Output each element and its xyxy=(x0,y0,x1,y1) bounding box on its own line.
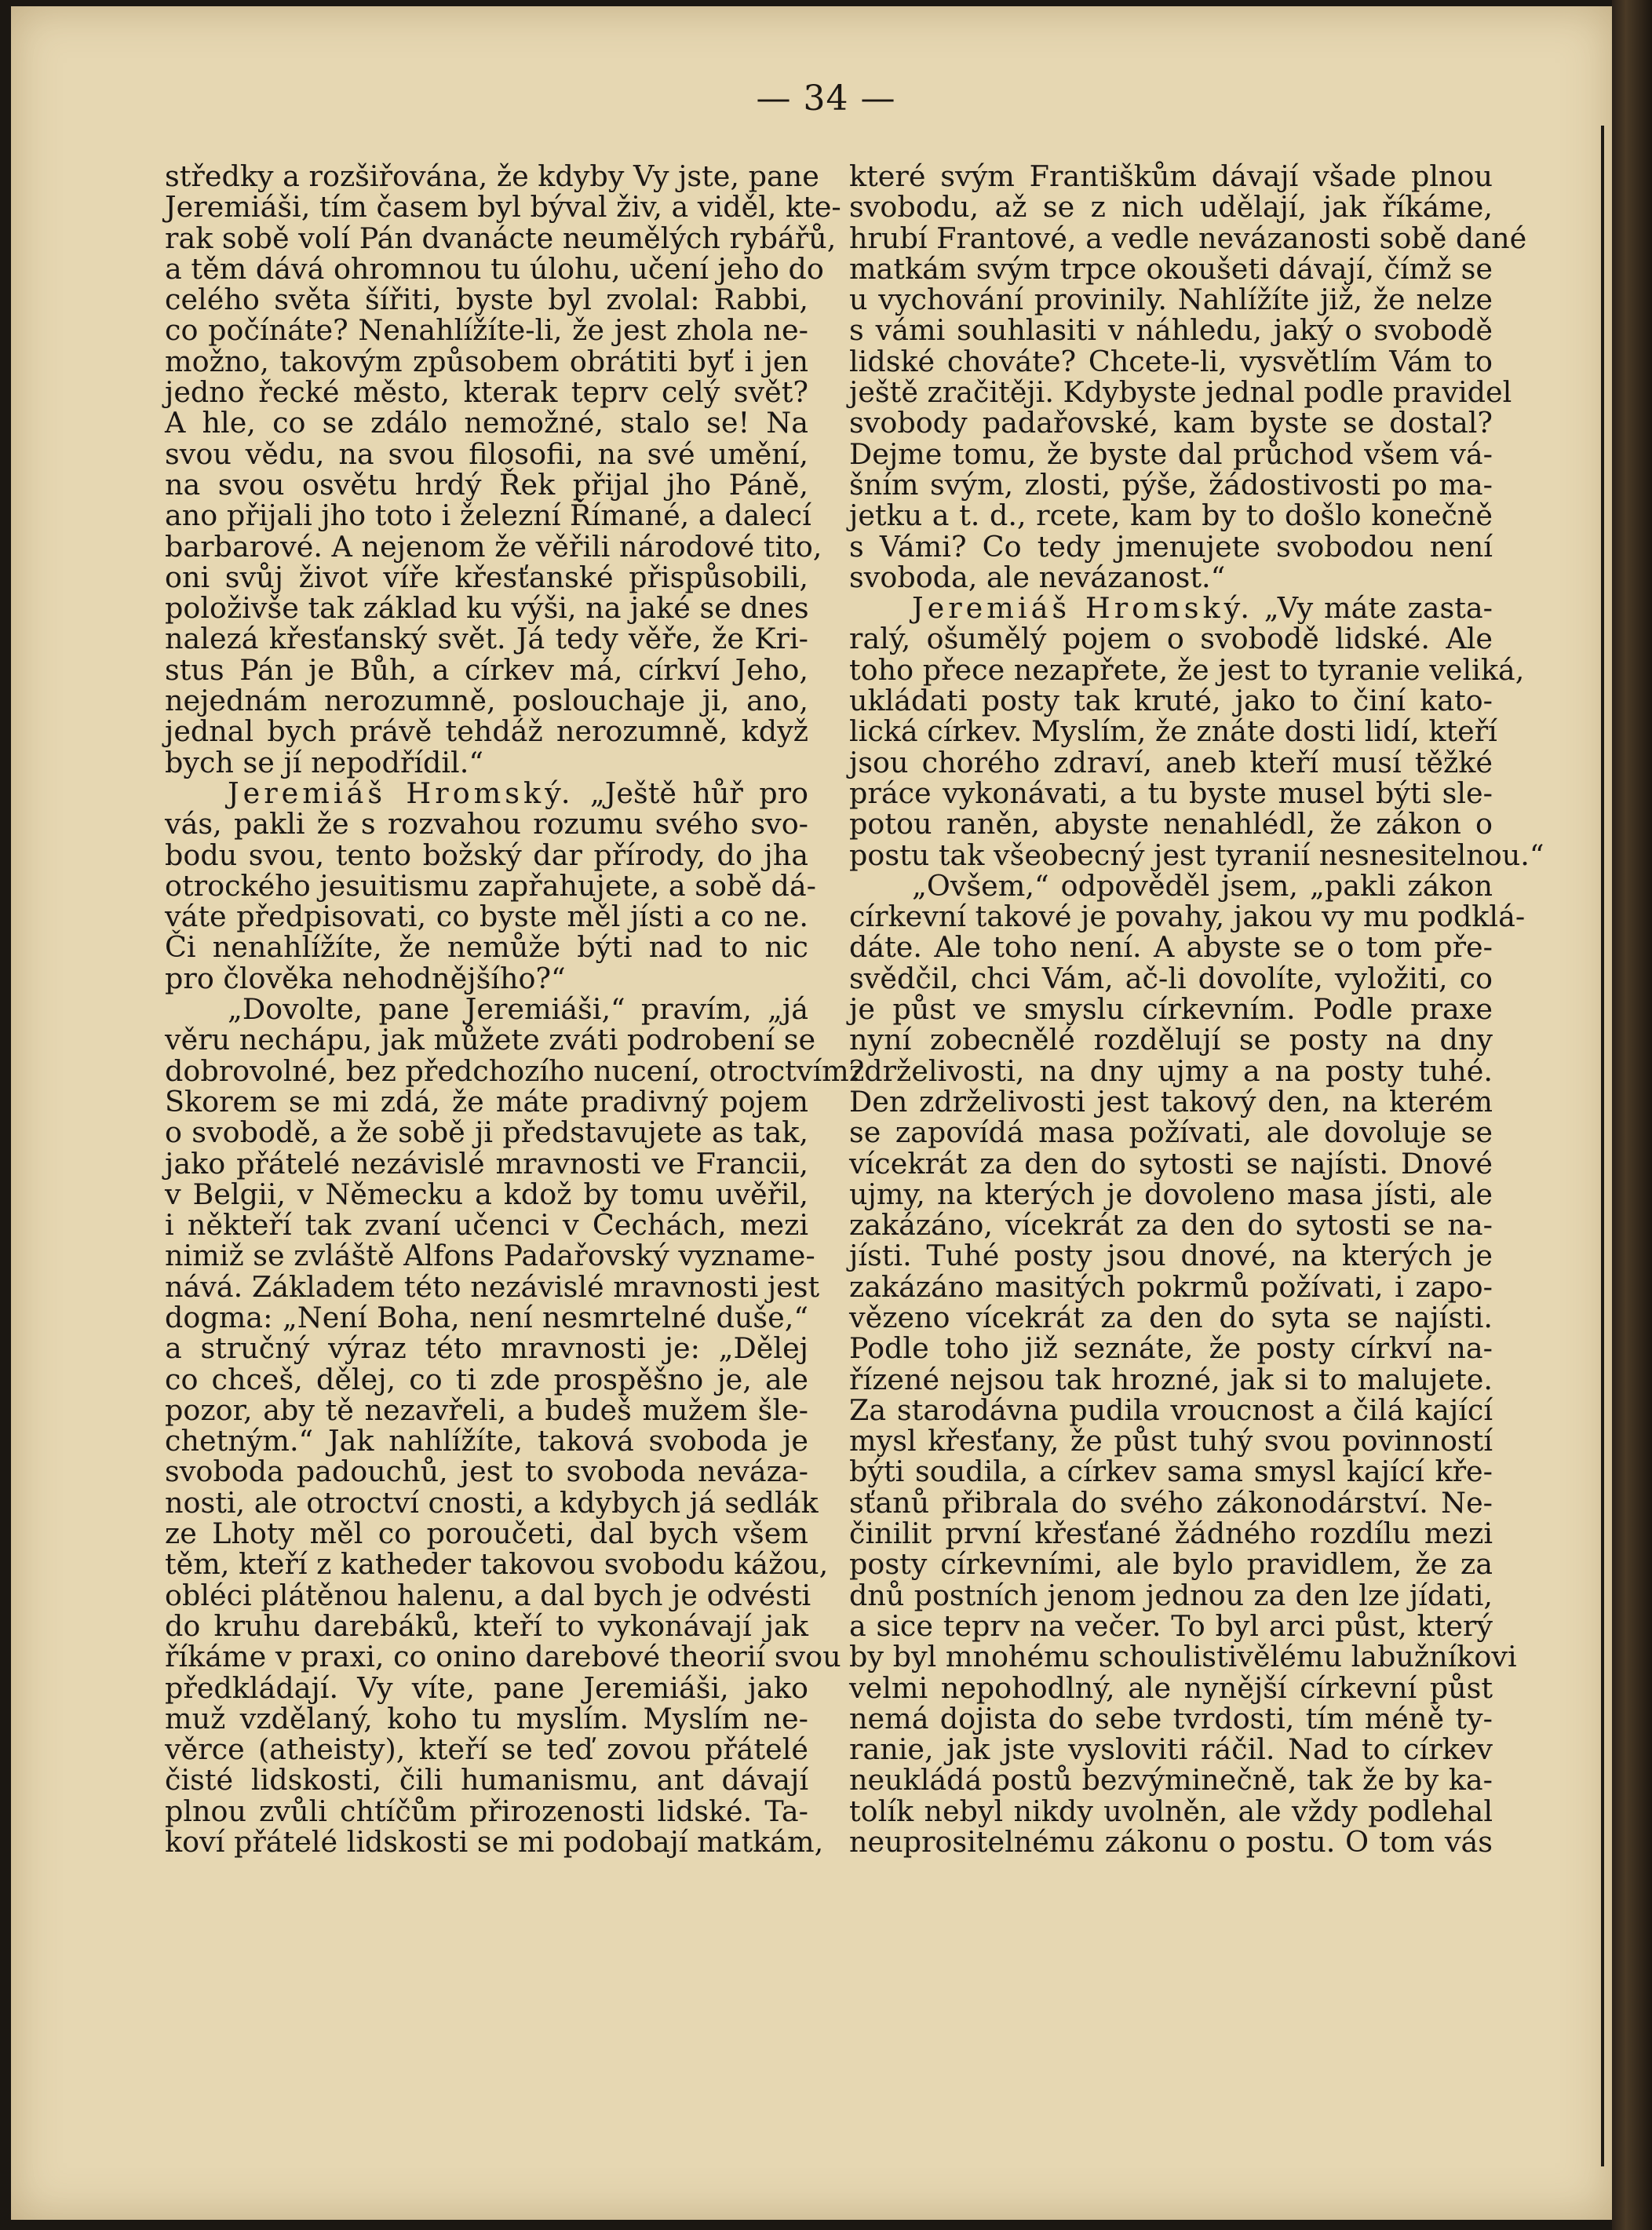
text-line: Skorem se mi zdá, že máte pradivný pojem xyxy=(165,1084,808,1119)
text-line: zakázáno, vícekrát za den do sytosti se na- xyxy=(849,1208,1493,1243)
text-line: dáte. Ale toho není. A abyste se o tom pře- xyxy=(849,930,1493,965)
text-line: posty církevními, ale bylo pravidlem, že za xyxy=(849,1547,1493,1582)
text-line: bych se jí nepodřídil.“ xyxy=(165,745,483,779)
text-line: ralý, ošumělý pojem o svobodě lidské. Ale xyxy=(849,622,1493,656)
text-line: vícekrát za den do sytosti se najísti. Dnové xyxy=(849,1146,1493,1181)
text-line: vás, pakli že s rozvahou rozumu svého svo- xyxy=(165,807,808,841)
text-line: by byl mnohému schoulistivělému labužníkovi xyxy=(849,1640,1517,1674)
text-line: položivše tak základ ku výši, na jaké se dnes xyxy=(165,591,809,626)
text-line: potou raněn, abyste nenahlédl, že zákon o xyxy=(849,807,1493,841)
text-line: dobrovolné, bez předchozího nucení, otroctvím? xyxy=(165,1053,865,1088)
text-line: činilit první křesťané žádného rozdílu mezi xyxy=(849,1516,1493,1551)
text-line: hrubí Frantové, a vedle nevázanosti sobě dané xyxy=(849,221,1527,255)
text-line: v Belgii, v Německu a kdož by tomu uvěřil, xyxy=(165,1177,808,1211)
text-line: a stručný výraz této mravnosti je: „Dělej xyxy=(165,1331,808,1366)
text-line: co počínáte? Nenahlížíte-li, že jest zhola ne- xyxy=(165,313,808,348)
text-line: sťanů přibrala do svého zákonodárství. Ne- xyxy=(849,1485,1493,1520)
text-line: čisté lidskosti, čili humanismu, ant dávají xyxy=(165,1763,808,1798)
text-line: svědčil, chci Vám, ač-li dovolíte, vyložiti, co xyxy=(849,961,1493,995)
text-line: plnou zvůli chtíčům přirozenosti lidské. Ta- xyxy=(165,1794,808,1828)
text-column-left xyxy=(165,159,865,1860)
text-line: a těm dává ohromnou tu úlohu, učení jeho do xyxy=(165,251,824,286)
text-line: předkládají. Vy víte, pane Jeremiáši, jako xyxy=(165,1670,808,1705)
text-line: ujmy, na kterých je dovoleno masa jísti, ale xyxy=(849,1177,1493,1211)
text-line: věru nechápu, jak můžete zváti podrobení se xyxy=(165,1023,816,1057)
text-line: lidské chováte? Chcete-li, vysvětlím Vám to xyxy=(849,344,1493,378)
text-line: ještě zračitěji. Kdybyste jednal podle pravidel xyxy=(849,375,1512,410)
text-line: jedno řecké město, kterak teprv celý svět? xyxy=(165,375,808,410)
text-line: svoboda, ale nevázanost.“ xyxy=(849,560,1226,594)
text-line: řízené nejsou tak hrozné, jak si to malujete. xyxy=(849,1362,1493,1396)
text-line: pro člověka nehodnějšího?“ xyxy=(165,961,566,995)
text-line: neuprositelnému zákonu o postu. O tom vás xyxy=(849,1825,1493,1860)
text-line: svou vědu, na svou filosofii, na své umění, xyxy=(165,436,808,471)
text-line: Podle toho již seznáte, že posty církví na- xyxy=(849,1331,1493,1366)
speaker-name: Jeremiáš Hromský. xyxy=(228,776,574,810)
text-line: Dejme tomu, že byste dal průchod všem vá- xyxy=(849,436,1493,471)
text-line: koví přátelé lidskosti se mi podobají matkám, xyxy=(165,1825,824,1860)
text-line: těm, kteří z katheder takovou svobodu kážou, xyxy=(165,1547,829,1582)
text-line: „Dovolte, pane Jeremiáši,“ pravím, „já xyxy=(228,992,808,1027)
text-line: nyní zobecnělé rozdělují se posty na dny xyxy=(849,1023,1493,1057)
text-line: práce vykonávati, a tu byste musel býti sle- xyxy=(849,776,1493,810)
text-line: říkáme v praxi, co onino darebové theorií svou xyxy=(165,1640,841,1674)
text-line: o svobodě, a že sobě ji představujete as tak, xyxy=(165,1115,808,1150)
text-line: nejednám nerozumně, poslouchaje ji, ano, xyxy=(165,684,808,718)
text-line: svobody padařovské, kam byste se dostal? xyxy=(849,406,1493,440)
text-line: nimiž se zvláště Alfons Padařovský vyzname- xyxy=(165,1239,815,1273)
text-line: jednal bych právě tehdáž nerozumně, když xyxy=(165,714,808,749)
text-line: dnů postních jenom jednou za den lze jídati, xyxy=(849,1578,1493,1612)
text-line: se zapovídá masa požívati, ale dovoluje se xyxy=(849,1115,1493,1150)
text-line: jako přátelé nezávislé mravnosti ve Francii, xyxy=(165,1146,808,1181)
text-line: ze Lhoty měl co poroučeti, dal bych všem xyxy=(165,1516,808,1551)
text-line xyxy=(165,778,808,808)
text-line: do kruhu darebáků, kteří to vykonávají jak xyxy=(165,1608,808,1643)
speech-text: „Ještě hůř pro xyxy=(574,776,809,810)
text-line: ukládati posty tak kruté, jako to činí kato- xyxy=(849,684,1493,718)
text-line: velmi nepohodlný, ale nynější církevní půst xyxy=(849,1670,1493,1705)
speaker-name: Jeremiáš Hromský. xyxy=(912,591,1253,626)
text-line: obléci plátěnou halenu, a dal bych je odvésti xyxy=(165,1578,811,1612)
text-line: matkám svým trpce okoušeti dávají, čímž se xyxy=(849,251,1493,286)
book-spine-edge xyxy=(1612,0,1652,2230)
text-line: muž vzdělaný, koho tu myslím. Myslím ne- xyxy=(165,1701,808,1735)
text-line: vězeno vícekrát za den do syta se najísti. xyxy=(849,1300,1493,1334)
text-line: Či nenahlížíte, že nemůže býti nad to nic xyxy=(165,930,808,965)
text-line: a sice teprv na večer. To byl arci půst, který xyxy=(849,1608,1493,1643)
text-line: možno, takovým způsobem obrátiti byť i jen xyxy=(165,344,808,378)
text-column-right xyxy=(849,159,1544,1860)
text-line: stus Pán je Bůh, a církev má, církví Jeho, xyxy=(165,652,808,687)
text-line: neukládá postů bezvýminečně, tak že by ka- xyxy=(849,1763,1493,1798)
text-line: mysl křesťany, že půst tuhý svou povinností xyxy=(849,1424,1493,1458)
text-line: jísti. Tuhé posty jsou dnové, na kterých je xyxy=(849,1239,1493,1273)
text-line: býti soudila, a církev sama smysl kající kře- xyxy=(849,1454,1493,1489)
text-line: nosti, ale otroctví cnosti, a kdybych já sedlák xyxy=(165,1485,819,1520)
text-line: tolík nebyl nikdy uvolněn, ale vždy podlehal xyxy=(849,1794,1493,1828)
text-line: jetku a t. d., rcete, kam by to došlo konečně xyxy=(849,498,1493,533)
text-line: barbarové. A nejenom že věřili národové tito, xyxy=(165,529,822,564)
text-line: šním svým, zlosti, pýše, žádostivosti po ma- xyxy=(849,467,1493,502)
text-line: věrce (atheisty), kteří se teď zovou přátelé xyxy=(165,1732,808,1767)
text-line: Za starodávna pudila vroucnost a čilá kající xyxy=(849,1392,1493,1427)
text-line: s Vámi? Co tedy jmenujete svobodou není xyxy=(849,529,1493,564)
text-line: zdrželivosti, na dny ujmy a na posty tuhé. xyxy=(849,1053,1493,1088)
text-line: svobodu, až se z nich udělají, jak říkáme, xyxy=(849,190,1493,224)
text-line: co chceš, dělej, co ti zde prospěšno je, ale xyxy=(165,1362,808,1396)
text-line: oni svůj život víře křesťanské přispůsobili, xyxy=(165,560,808,594)
binding-line xyxy=(1601,126,1604,2166)
text-line: Den zdrželivosti jest takový den, na kterém xyxy=(849,1084,1493,1119)
text-line: na svou osvětu hrdý Řek přijal jho Páně, xyxy=(165,467,808,502)
text-line: bodu svou, tento božský dar přírody, do jha xyxy=(165,838,808,872)
text-line: i někteří tak zvaní učenci v Čechách, mezi xyxy=(165,1208,808,1243)
text-line: je půst ve smyslu církevním. Podle praxe xyxy=(849,992,1493,1027)
text-line: dogma: „Není Boha, není nesmrtelné duše,“ xyxy=(165,1300,808,1334)
text-line: pozor, aby tě nezavřeli, a budeš mužem šle- xyxy=(165,1392,808,1427)
text-line: s vámi souhlasiti v náhledu, jaký o svobodě xyxy=(849,313,1493,348)
page-number: — 34 — xyxy=(756,78,896,119)
text-line: chetným.“ Jak nahlížíte, taková svoboda je xyxy=(165,1424,808,1458)
text-line: toho přece nezapřete, že jest to tyranie veliká, xyxy=(849,652,1525,687)
text-line: „Ovšem,“ odpověděl jsem, „pakli zákon xyxy=(912,868,1493,903)
text-line xyxy=(849,591,1493,626)
text-line: otrockého jesuitismu zapřahujete, a sobě dá- xyxy=(165,868,817,903)
text-line: u vychování provinily. Nahlížíte již, že nelze xyxy=(849,283,1493,317)
text-line: Jeremiáši, tím časem byl býval živ, a viděl, kte- xyxy=(165,190,841,224)
text-line: nemá dojista do sebe tvrdosti, tím méně ty- xyxy=(849,1701,1493,1735)
text-line: ano přijali jho toto i železní Římané, a dalecí xyxy=(165,498,811,533)
speech-text: „Vy máte zasta- xyxy=(1253,591,1493,626)
text-line: jsou chorého zdraví, aneb kteří musí těžké xyxy=(849,745,1493,779)
text-line: postu tak všeobecný jest tyranií nesnesitelnou.“ xyxy=(849,838,1544,872)
text-line: které svým Františkům dávají všade plnou xyxy=(849,159,1493,193)
text-line: církevní takové je povahy, jakou vy mu podklá- xyxy=(849,900,1526,934)
text-line: celého světa šířiti, byste byl zvolal: Rabbi, xyxy=(165,283,808,317)
text-line: nává. Základem této nezávislé mravnosti jest xyxy=(165,1269,820,1304)
text-line: lická církev. Myslím, že znáte dosti lidí, kteří xyxy=(849,714,1497,749)
text-line: rak sobě volí Pán dvanácte neumělých rybářů, xyxy=(165,221,837,255)
text-line: nalezá křesťanský svět. Já tedy věře, že Kri- xyxy=(165,622,808,656)
text-line: váte předpisovati, co byste měl jísti a co ne. xyxy=(165,900,808,934)
text-line: svoboda padouchů, jest to svoboda neváza- xyxy=(165,1454,808,1489)
text-line: zakázáno masitých pokrmů požívati, i zapo- xyxy=(849,1269,1493,1304)
text-line: A hle, co se zdálo nemožné, stalo se! Na xyxy=(165,406,808,440)
text-line: ranie, jak jste vysloviti ráčil. Nad to církev xyxy=(849,1732,1493,1767)
text-line: středky a rozšiřována, že kdyby Vy jste, pane xyxy=(165,159,819,193)
